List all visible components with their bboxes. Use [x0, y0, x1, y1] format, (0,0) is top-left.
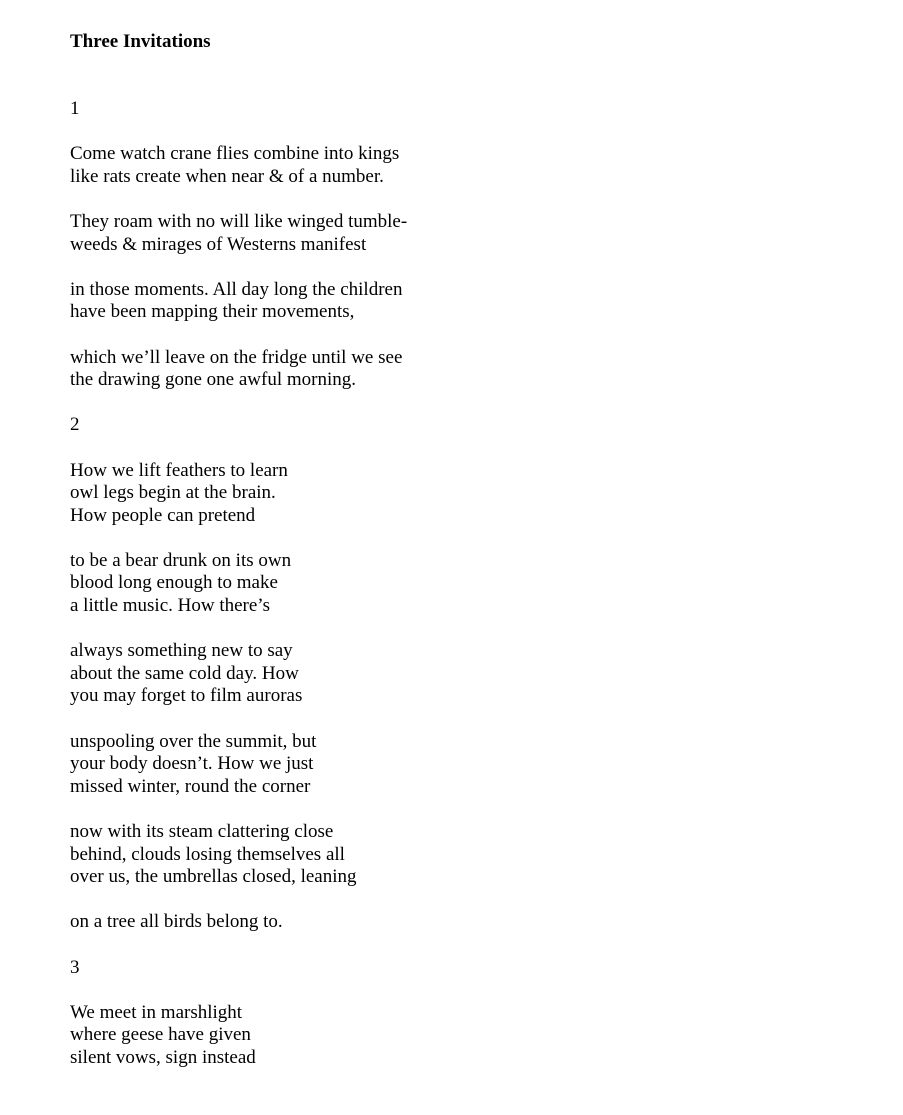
poem-line: to be a bear drunk on its own: [70, 549, 292, 571]
poem-line: blood long enough to make: [70, 572, 278, 594]
poem-line: weeds & mirages of Westerns manifest: [70, 233, 367, 255]
stanza: [70, 731, 870, 799]
stanza: [70, 640, 870, 708]
poem-line: How we lift feathers to learn: [70, 459, 288, 481]
stanza: [70, 279, 870, 324]
poem-line: silent vows, sign instead: [70, 1046, 256, 1068]
stanza: [70, 211, 870, 256]
stanza: [70, 347, 870, 392]
poem-line: always something new to say: [70, 640, 293, 662]
poem-line: about the same cold day. How: [70, 662, 299, 684]
section-number: 1: [70, 98, 80, 119]
poem-line: unspooling over the summit, but: [70, 730, 317, 752]
poem-line: in those moments. All day long the children: [70, 278, 403, 300]
section-number: 3: [70, 956, 80, 978]
poem-line: missed winter, round the corner: [70, 775, 311, 797]
poem-body: [70, 98, 870, 1070]
poem-line: have been mapping their movements,: [70, 301, 355, 323]
poem-line: on a tree all birds belong to.: [70, 911, 283, 933]
poem-line: your body doesn’t. How we just: [70, 753, 314, 775]
poem-line: behind, clouds losing themselves all: [70, 843, 345, 865]
poem-line: owl legs begin at the brain.: [70, 482, 276, 504]
stanza: [70, 1002, 870, 1070]
poem-line: which we’ll leave on the fridge until we see: [70, 346, 403, 368]
poem-line: like rats create when near & of a number.: [70, 165, 384, 187]
stanza: [70, 460, 870, 528]
poem-line: now with its steam clattering close: [70, 821, 334, 842]
stanza: [70, 821, 870, 889]
poem-line: a little music. How there’s: [70, 595, 270, 617]
poem-title: Three Invitations: [70, 31, 211, 52]
stanza: [70, 911, 870, 934]
section-number: 2: [70, 414, 80, 436]
poem-line: How people can pretend: [70, 504, 256, 526]
poem-line: They roam with no will like winged tumble-: [70, 210, 408, 232]
poem-line: We meet in marshlight: [70, 1001, 243, 1023]
poem-line: Come watch crane flies combine into kings: [70, 143, 400, 165]
poem-page: [70, 30, 870, 1070]
stanza: [70, 550, 870, 618]
poem-line: you may forget to film auroras: [70, 685, 303, 707]
stanza: [70, 143, 870, 188]
poem-line: over us, the umbrellas closed, leaning: [70, 866, 357, 888]
poem-line: where geese have given: [70, 1024, 251, 1046]
poem-line: the drawing gone one awful morning.: [70, 369, 356, 391]
